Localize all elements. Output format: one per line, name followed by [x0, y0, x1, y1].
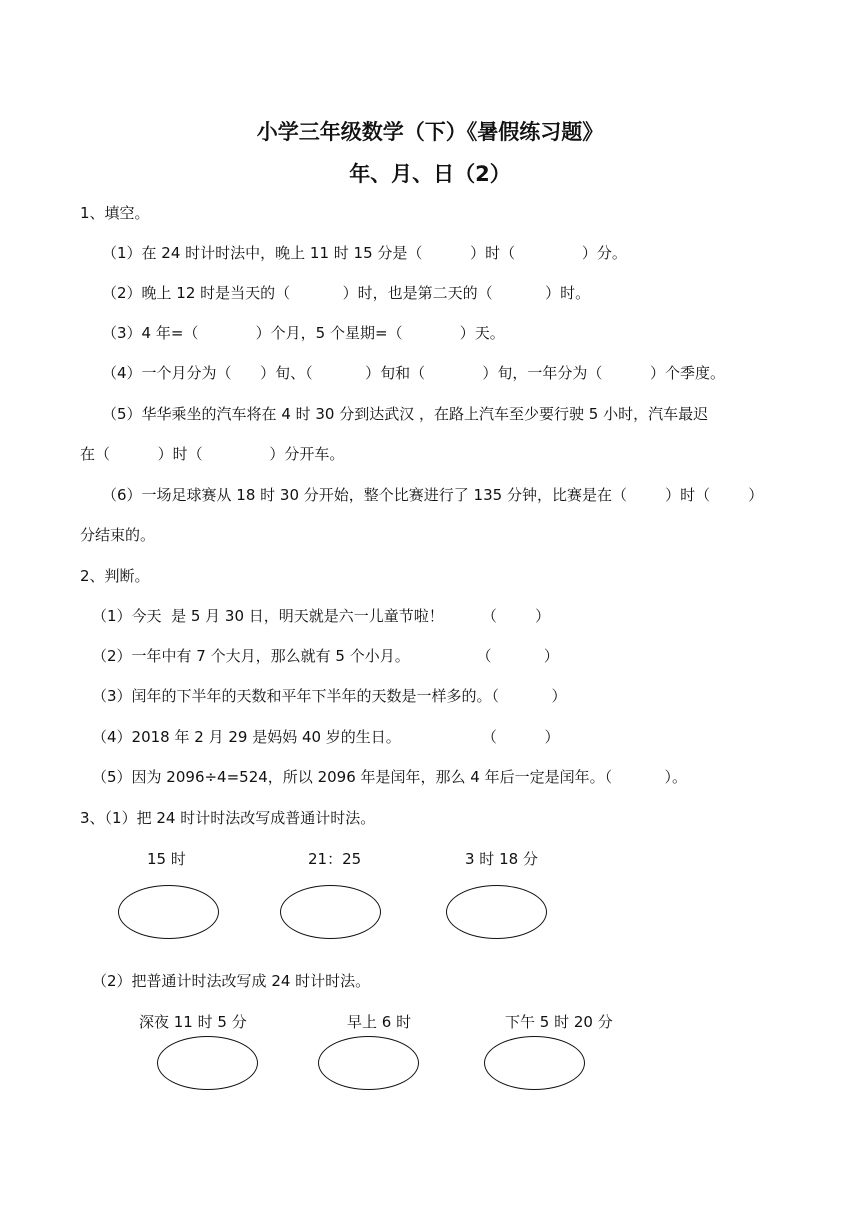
fill-question-6-line-1: （6）一场足球赛从 18 时 30 分开始，整个比赛进行了 135 分钟，比赛是在（ ）时（ ） — [102, 486, 764, 504]
judge-question-4: （4）2018 年 2 月 29 是妈妈 40 岁的生日。 （ ） — [92, 728, 560, 746]
fill-question-2: （2）晚上 12 时是当天的（ ）时，也是第二天的（ ）时。 — [102, 284, 591, 302]
page-title: 小学三年级数学（下）《暑假练习题》 — [256, 120, 604, 144]
fill-question-3: （3）4 年=（ ）个月，5 个星期=（ ）天。 — [102, 324, 505, 342]
answer-oval — [280, 885, 381, 939]
section-1-heading: 1、填空。 — [80, 204, 150, 222]
fill-question-4: （4）一个月分为（ ）旬、（ ）旬和（ ）旬，一年分为（ ）个季度。 — [102, 364, 726, 382]
section-3-heading: 3、（1）把 24 时计时法改写成普通计时法。 — [80, 809, 376, 827]
time-label-3: 3 时 18 分 — [465, 850, 538, 868]
answer-oval — [318, 1036, 419, 1090]
section-2-heading: 2、判断。 — [80, 567, 150, 585]
time-label-2: 21：25 — [308, 850, 362, 868]
judge-question-3: （3）闰年的下半年的天数和平年下半年的天数是一样多的。（ ） — [92, 687, 567, 705]
fill-question-1: （1）在 24 时计时法中，晚上 11 时 15 分是（ ）时（ ）分。 — [102, 244, 627, 262]
time-label-1: 15 时 — [147, 850, 186, 868]
time-label-4: 深夜 11 时 5 分 — [139, 1013, 247, 1031]
answer-oval — [446, 885, 547, 939]
answer-oval — [484, 1036, 585, 1090]
time-label-6: 下午 5 时 20 分 — [505, 1013, 613, 1031]
judge-question-1: （1）今天 是 5 月 30 日，明天就是六一儿童节啦！ （ ） — [92, 607, 551, 625]
fill-question-6-line-2: 分结束的。 — [80, 526, 156, 544]
time-label-5: 早上 6 时 — [347, 1013, 412, 1031]
page-subtitle: 年、月、日（2） — [349, 162, 511, 186]
judge-question-5: （5）因为 2096÷4=524，所以 2096 年是闰年，那么 4 年后一定是闰年。（ ）。 — [92, 768, 688, 786]
section-3-sub-2: （2）把普通计时法改写成 24 时计时法。 — [92, 972, 371, 990]
fill-question-5-line-1: （5）华华乘坐的汽车将在 4 时 30 分到达武汉 ，在路上汽车至少要行驶 5 小时，汽车最迟 — [102, 405, 709, 423]
answer-oval — [157, 1036, 258, 1090]
answer-oval — [118, 885, 219, 939]
judge-question-2: （2）一年中有 7 个大月，那么就有 5 个小月。 （ ） — [92, 647, 559, 665]
fill-question-5-line-2: 在（ ）时（ ）分开车。 — [80, 445, 345, 463]
